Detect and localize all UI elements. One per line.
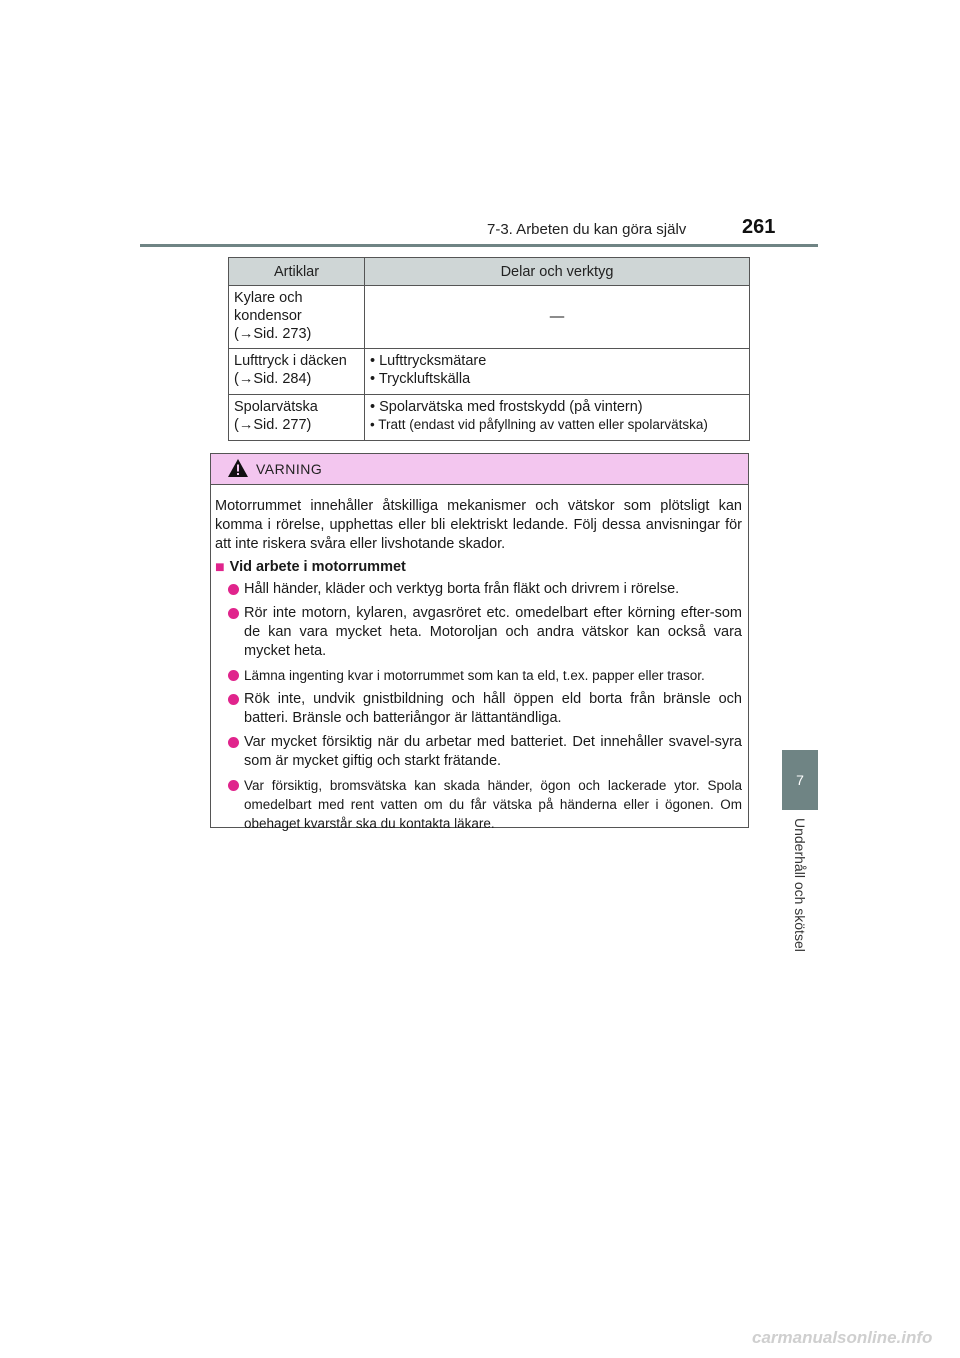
- article-cell: [229, 286, 365, 349]
- list-item: [215, 604, 742, 661]
- tool-item: • Spolarvätska med frostskydd (på vintern): [370, 399, 643, 415]
- tool-item: • Lufttrycksmätare: [370, 353, 487, 369]
- list-item-text: Rök inte, undvik gnistbildning och håll öppen eld borta från bränsle och batteri. Bränsle och batteriångor är lättantändliga.: [244, 691, 742, 726]
- warning-title: VARNING: [256, 461, 323, 477]
- bullet-dot-icon: [228, 694, 239, 705]
- article-line: kondensor: [234, 308, 302, 324]
- watermark: carmanualsonline.info: [752, 1328, 933, 1347]
- subheading-text: Vid arbete i motorrummet: [229, 559, 406, 575]
- table-row: [229, 349, 750, 395]
- list-item-text: Var försiktig, bromsvätska kan skada händer, ögon och lackerade ytor. Spola omedelbart med rent vatten om du får vätska på händerna eller i ögonen. Om obehaget kvarstår ska du kontakta läkare.: [244, 778, 742, 831]
- article-cell: [229, 349, 365, 395]
- section-title: 7-3. Arbeten du kan göra själv: [487, 221, 687, 238]
- list-item: [215, 733, 742, 771]
- warning-header: [211, 454, 748, 485]
- list-item-text: Lämna ingenting kvar i motorrummet som kan ta eld, t.ex. papper eller trasor.: [244, 668, 705, 683]
- article-line: Lufttryck i däcken: [234, 353, 347, 369]
- tools-table: [228, 257, 750, 441]
- chapter-number: 7: [796, 772, 804, 788]
- column-header-tools: Delar och verktyg: [365, 258, 750, 286]
- article-line: Spolarvätska: [234, 399, 318, 415]
- list-item: [215, 666, 742, 685]
- table-row: [229, 395, 750, 441]
- article-cell: [229, 395, 365, 441]
- list-item: [215, 580, 742, 599]
- header-divider: [140, 244, 818, 247]
- warning-subheading: [215, 558, 742, 577]
- bullet-dot-icon: [228, 608, 239, 619]
- tools-cell: [365, 349, 750, 395]
- list-item-text: Var mycket försiktig när du arbetar med batteriet. Det innehåller svavel-syra som är mycket giftig och starkt frätande.: [244, 734, 742, 769]
- article-page-ref: (→Sid. 277): [234, 417, 312, 433]
- bullet-dot-icon: [228, 584, 239, 595]
- warning-body: [211, 485, 748, 833]
- article-line: Kylare och: [234, 290, 303, 306]
- chapter-tab: [782, 750, 818, 810]
- table-row: [229, 286, 750, 349]
- tool-item: • Tratt (endast vid påfyllning av vatten eller spolarvätska): [370, 417, 708, 432]
- warning-triangle-icon: [227, 458, 249, 483]
- article-page-ref: (→Sid. 273): [234, 326, 312, 342]
- empty-dash: —: [549, 308, 565, 325]
- list-item-text: Håll händer, kläder och verktyg borta från fläkt och drivrem i rörelse.: [244, 581, 680, 597]
- warning-box: [210, 453, 749, 831]
- list-item: [215, 690, 742, 728]
- warning-intro: Motorrummet innehåller åtskilliga mekanismer och vätskor som plötsligt kan komma i rörelse, upphettas eller bli elektriskt ledande. Följ dessa anvisningar för att inte riskera svåra eller livshotande skador.: [215, 498, 742, 552]
- article-page-ref: (→Sid. 284): [234, 371, 312, 387]
- tools-cell: [365, 286, 750, 349]
- page-number: 261: [742, 216, 776, 238]
- bullet-dot-icon: [228, 780, 239, 791]
- chapter-title: Underhåll och skötsel: [792, 818, 808, 952]
- bullet-dot-icon: [228, 670, 239, 681]
- square-bullet-icon: ■: [215, 559, 225, 576]
- table-header-row: [229, 258, 750, 286]
- column-header-articles: Artiklar: [229, 258, 365, 286]
- list-item-text: Rör inte motorn, kylaren, avgasröret etc. omedelbart efter körning efter-som de kan vara mycket heta. Motoroljan och andra vätskor kan också vara mycket heta.: [244, 605, 742, 659]
- warning-list: [215, 580, 742, 833]
- tool-item: • Tryckluftskälla: [370, 371, 471, 387]
- list-item: [215, 776, 742, 833]
- bullet-dot-icon: [228, 737, 239, 748]
- tools-cell: [365, 395, 750, 441]
